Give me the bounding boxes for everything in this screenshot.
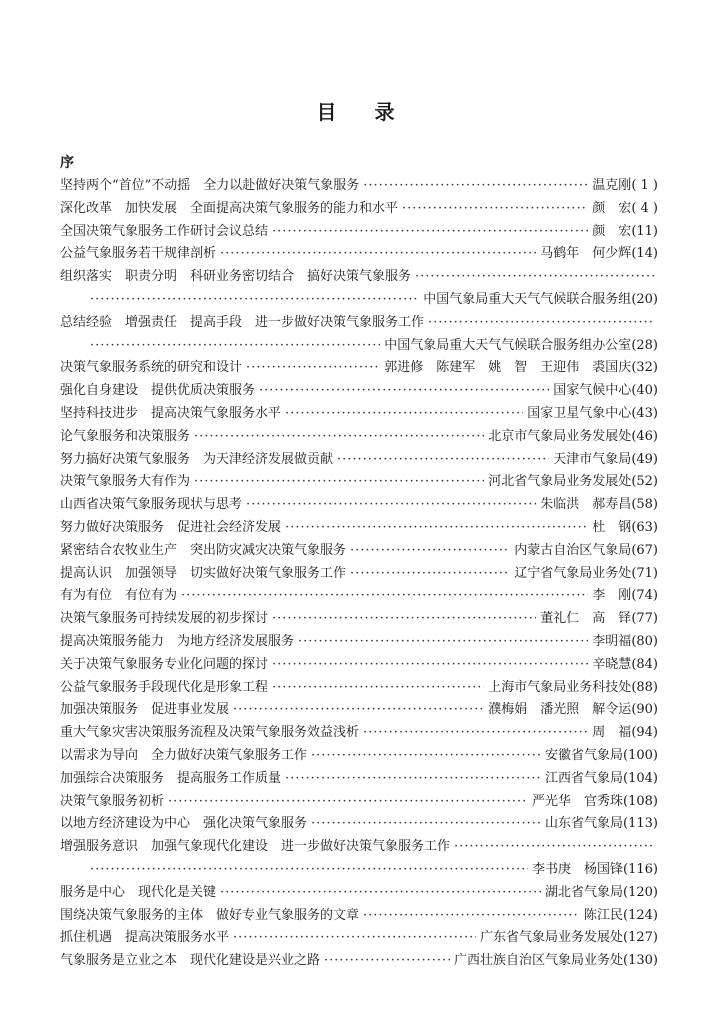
toc-entry	[60, 676, 658, 699]
toc-entry	[60, 698, 658, 721]
leader-dots	[350, 543, 510, 558]
toc-entry-author: 严光华 官秀珠	[532, 793, 624, 809]
toc-entry	[60, 562, 658, 585]
leader-dots	[233, 930, 476, 945]
leader-dots	[363, 908, 580, 923]
toc-entry-page: (43)	[631, 405, 658, 421]
toc-entry-title: 提高决策服务能力 为地方经济发展服务	[60, 633, 295, 649]
toc-entry	[60, 470, 658, 493]
toc-entry	[60, 311, 658, 357]
toc-entry-title: 努力做好决策服务 促进社会经济发展	[60, 519, 282, 535]
toc-entry-page: (67)	[631, 542, 658, 558]
toc-entry	[60, 926, 658, 949]
toc-entry-title: 围绕决策气象服务的主体 做好专业气象服务的文章	[60, 907, 360, 923]
toc-entry-title: 决策气象服务系统的研究和设计	[60, 360, 243, 376]
leader-dots	[220, 885, 541, 900]
toc-entry-title: 决策气象服务大有作为	[60, 474, 191, 490]
leader-dots	[285, 771, 541, 786]
toc-entry	[60, 539, 658, 562]
toc-entry-title: 以需求为导向 全力做好决策气象服务工作	[60, 747, 308, 763]
toc-entry-title: 组织落实 职责分明 科研业务密切结合 搞好决策气象服务	[60, 269, 412, 285]
toc-entry-title: 决策气象服务初析	[60, 793, 165, 809]
toc-entry-title: 重大气象灾害决策服务流程及决策气象服务效益浅析	[60, 725, 360, 741]
toc-entry-author: 江西省气象局	[545, 770, 624, 786]
leader-dots	[363, 178, 588, 193]
toc-entry-author: 中国气象局重大天气气候联合服务组	[423, 291, 632, 307]
toc-entry-page: (28)	[631, 337, 658, 353]
toc-entry	[60, 402, 658, 425]
toc-entry	[60, 949, 658, 972]
toc-entry-page: (63)	[631, 519, 658, 535]
toc-entry	[60, 516, 658, 539]
leader-dots	[90, 862, 528, 877]
toc-entry-page: (108)	[623, 793, 658, 809]
leader-dots	[415, 269, 654, 284]
leader-dots	[272, 680, 484, 695]
leader-dots	[272, 611, 536, 626]
toc-entry-author: 温克刚	[592, 178, 632, 193]
leader-dots	[454, 839, 654, 854]
toc-entry	[60, 220, 658, 243]
leader-dots	[402, 201, 588, 216]
toc-entry-page: (40)	[631, 383, 658, 399]
toc-entry	[60, 630, 658, 653]
toc-entry-title: 关于决策气象服务专业化问题的探讨	[60, 656, 269, 672]
toc-entry-title: 紧密结合农牧业生产 突出防灾减灾决策气象服务	[60, 542, 347, 558]
toc-entry-author: 广东省气象局业务发展处	[480, 930, 624, 946]
leader-dots	[350, 566, 510, 581]
toc-entry-author: 广西壮族自治区气象局业务处	[454, 953, 624, 969]
toc-entry-author: 濮梅娟 潘光照 解令运	[488, 702, 632, 718]
toc-entry-author: 李明福	[592, 633, 632, 649]
toc-entry-title: 坚持科技进步 提高决策气象服务水平	[60, 405, 282, 421]
leader-dots	[428, 315, 654, 330]
leader-dots	[246, 360, 380, 375]
toc-entry-author: 辽宁省气象局业务处	[514, 565, 632, 581]
leader-dots	[168, 794, 528, 809]
leader-dots	[233, 702, 484, 717]
toc-entry-page: (100)	[623, 747, 658, 763]
toc-entry-title: 总结经验 增强责任 提高手段 进一步做好决策气象服务工作	[60, 314, 425, 330]
toc-entry-title: 有为有位 有位有为	[60, 588, 178, 604]
toc-entry-title: 增强服务意识 加强气象现代化建设 进一步做好决策气象服务工作	[60, 839, 451, 855]
toc-entry-author: 陈江民	[584, 907, 624, 923]
toc-entry-page: (120)	[623, 884, 658, 900]
toc-entry	[60, 835, 658, 881]
toc-entry-page: (77)	[631, 611, 658, 627]
toc-entry-title: 强化自身建设 提供优质决策服务	[60, 383, 256, 399]
toc-entry-page: (52)	[631, 474, 658, 490]
toc-entry-title: 服务是中心 现代化是关键	[60, 884, 217, 900]
toc-entry	[60, 174, 658, 197]
toc-entry	[60, 379, 658, 402]
leader-dots	[220, 246, 536, 261]
toc-entry-author: 董礼仁 高 铎	[540, 611, 632, 627]
leader-dots	[181, 588, 588, 603]
toc-entry-page: (58)	[631, 497, 658, 513]
toc-entry-title: 全国决策气象服务工作研讨会议总结	[60, 223, 269, 239]
page-title-char: 录	[374, 100, 397, 124]
toc-entry-page: (104)	[623, 770, 658, 786]
toc-entry-page: (32)	[631, 360, 658, 376]
toc-entry-author: 中国气象局重大天气气候联合服务组办公室	[384, 337, 632, 353]
toc-entry-page: (90)	[631, 702, 658, 718]
toc-entry-title: 努力搞好决策气象服务 为天津经济发展做贡献	[60, 451, 334, 467]
toc-entry-author: 山东省气象局	[545, 816, 624, 832]
toc-entry-author: 天津市气象局	[553, 451, 632, 467]
toc-entry-title: 加强决策服务 促进事业发展	[60, 702, 230, 718]
leader-dots	[285, 406, 523, 421]
toc-entry-author: 湖北省气象局	[545, 884, 624, 900]
toc-entry-author: 杜 钢	[592, 519, 632, 535]
toc-entry-page: (127)	[623, 930, 658, 946]
leader-dots	[363, 725, 588, 740]
toc-entry	[60, 812, 658, 835]
toc-entry	[60, 242, 658, 265]
toc-entry-title: 论气象服务和决策服务	[60, 428, 191, 444]
toc-entry-author: 国家卫星气象中心	[527, 405, 632, 421]
toc-entry-author: 颜 宏	[592, 223, 632, 239]
toc-entry-page: (46)	[631, 428, 658, 444]
toc-entry-page: (124)	[623, 907, 658, 923]
leader-dots	[298, 634, 588, 649]
toc-entry-author: 周 福	[592, 725, 632, 741]
toc-entry	[60, 744, 658, 767]
toc-entry-title: 加强综合决策服务 提高服务工作质量	[60, 770, 282, 786]
leader-dots	[272, 224, 588, 239]
toc-entry-title: 深化改革 加快发展 全面提高决策气象服务的能力和水平	[60, 200, 399, 216]
toc-entry-author: 上海市气象局业务科技处	[488, 679, 632, 695]
toc-entry-page: (113)	[623, 816, 658, 832]
toc-entry-author: 安徽省气象局	[545, 747, 624, 763]
page-title	[0, 96, 713, 125]
toc-entry-title: 公益气象服务若干规律剖析	[60, 246, 217, 262]
toc-entry-title: 提高认识 加强领导 切实做好决策气象服务工作	[60, 565, 347, 581]
toc-entry-author: 李书庚 杨国锋	[532, 861, 624, 877]
toc-entry-page: (116)	[623, 861, 658, 877]
toc-entry-page: (88)	[631, 679, 658, 695]
toc-entry	[60, 448, 658, 471]
leader-dots	[272, 657, 588, 672]
toc-entry	[60, 197, 658, 220]
toc-entry-author: 河北省气象局业务发展处	[488, 474, 632, 490]
toc-entry-page: (71)	[631, 565, 658, 581]
leader-dots	[90, 338, 380, 353]
toc-entry-title: 抓住机遇 提高决策服务水平	[60, 930, 230, 946]
preface-heading: 序	[60, 155, 74, 171]
toc-entry	[60, 721, 658, 744]
toc-entry-page: (20)	[631, 291, 658, 307]
toc-entry-page: (130)	[623, 953, 658, 969]
leader-dots	[324, 953, 450, 968]
leader-dots	[194, 429, 484, 444]
leader-dots	[311, 748, 541, 763]
toc-entry-author: 朱临洪 郝寿昌	[540, 497, 632, 513]
toc-entry	[60, 767, 658, 790]
toc-entry	[60, 356, 658, 379]
toc-entry-author: 李 刚	[592, 588, 632, 604]
toc-entry-page: (80)	[631, 633, 658, 649]
toc-entry	[60, 904, 658, 927]
toc-entry-author: 马鹤年 何少辉	[540, 246, 632, 262]
table-of-contents	[60, 174, 658, 972]
toc-entry-page: (49)	[631, 451, 658, 467]
toc-entry	[60, 881, 658, 904]
toc-entry-page: ( 4 )	[631, 200, 658, 216]
toc-entry-page: (11)	[631, 223, 658, 239]
toc-entry	[60, 653, 658, 676]
leader-dots	[285, 520, 588, 535]
toc-entry-title: 决策气象服务可持续发展的初步探讨	[60, 611, 269, 627]
toc-entry	[60, 584, 658, 607]
toc-entry-title: 公益气象服务手段现代化是形象工程	[60, 679, 269, 695]
toc-entry-title: 气象服务是立业之本 现代化建设是兴业之路	[60, 953, 321, 969]
toc-entry	[60, 493, 658, 516]
leader-dots	[194, 474, 484, 489]
toc-entry	[60, 607, 658, 630]
toc-entry-page: (94)	[631, 725, 658, 741]
toc-entry	[60, 265, 658, 311]
leader-dots	[259, 383, 549, 398]
page-title-char: 目	[316, 100, 339, 124]
toc-entry-page: ( 1 )	[631, 178, 658, 193]
toc-entry-page: (14)	[631, 246, 658, 262]
toc-entry-author: 内蒙古自治区气象局	[514, 542, 632, 558]
toc-entry-author: 国家气候中心	[553, 383, 632, 399]
leader-dots	[246, 497, 536, 512]
leader-dots	[311, 816, 541, 831]
toc-entry-author: 颜 宏	[592, 200, 632, 216]
toc-entry-title: 坚持两个“首位”不动摇 全力以赴做好决策气象服务	[60, 178, 360, 193]
toc-entry-title: 山西省决策气象服务现状与思考	[60, 497, 243, 513]
toc-entry-author: 郭进修 陈建军 姚 智 王迎伟 裘国庆	[384, 360, 632, 376]
leader-dots	[90, 292, 419, 307]
toc-entry-title: 以地方经济建设为中心 强化决策气象服务	[60, 816, 308, 832]
toc-entry-author: 辛晓慧	[592, 656, 632, 672]
toc-entry	[60, 425, 658, 448]
toc-entry	[60, 790, 658, 813]
leader-dots	[337, 452, 549, 467]
toc-entry-author: 北京市气象局业务发展处	[488, 428, 632, 444]
toc-entry-page: (74)	[631, 588, 658, 604]
toc-entry-page: (84)	[631, 656, 658, 672]
